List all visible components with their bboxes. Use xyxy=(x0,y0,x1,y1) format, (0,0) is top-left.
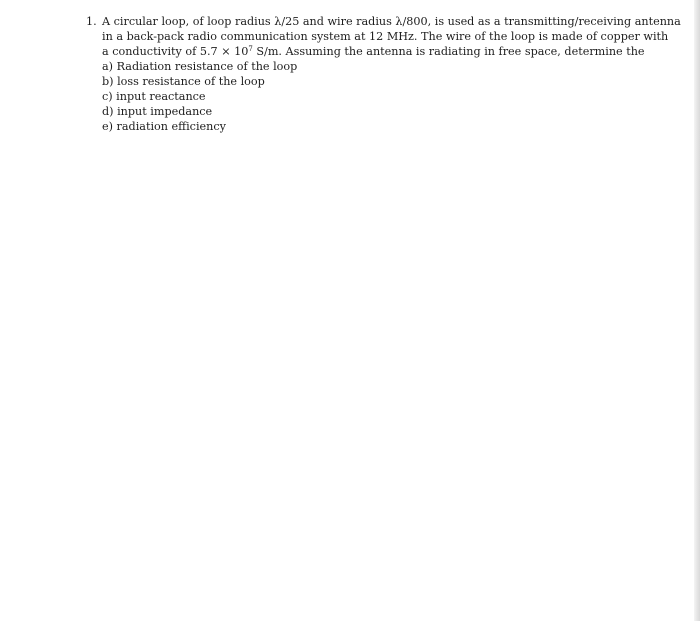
conductivity-exponent: 7 xyxy=(248,45,253,53)
problem-number: 1. xyxy=(86,15,97,28)
conductivity-suffix: S/m. Assuming the antenna is radiating in free space, determine the xyxy=(252,45,645,58)
sub-question-a: a) Radiation resistance of the loop xyxy=(102,60,298,73)
conductivity-prefix: a conductivity of 5.7 × 10 xyxy=(102,45,249,58)
statement-line-3 xyxy=(102,44,646,59)
page-edge-shadow xyxy=(694,0,700,621)
statement-line-1: A circular loop, of loop radius λ/25 and wire radius λ/800, is used as a transmitting/receiving antenna xyxy=(102,15,681,28)
sub-question-e: e) radiation efficiency xyxy=(102,120,226,133)
problem-statement xyxy=(102,14,681,59)
sub-question-b: b) loss resistance of the loop xyxy=(102,75,265,88)
statement-line-2: in a back-pack radio communication system at 12 MHz. The wire of the loop is made of copper with xyxy=(102,30,669,43)
sub-question-c: c) input reactance xyxy=(102,90,206,103)
sub-questions xyxy=(102,59,646,134)
problem-1 xyxy=(86,14,681,134)
sub-question-d: d) input impedance xyxy=(102,105,213,118)
